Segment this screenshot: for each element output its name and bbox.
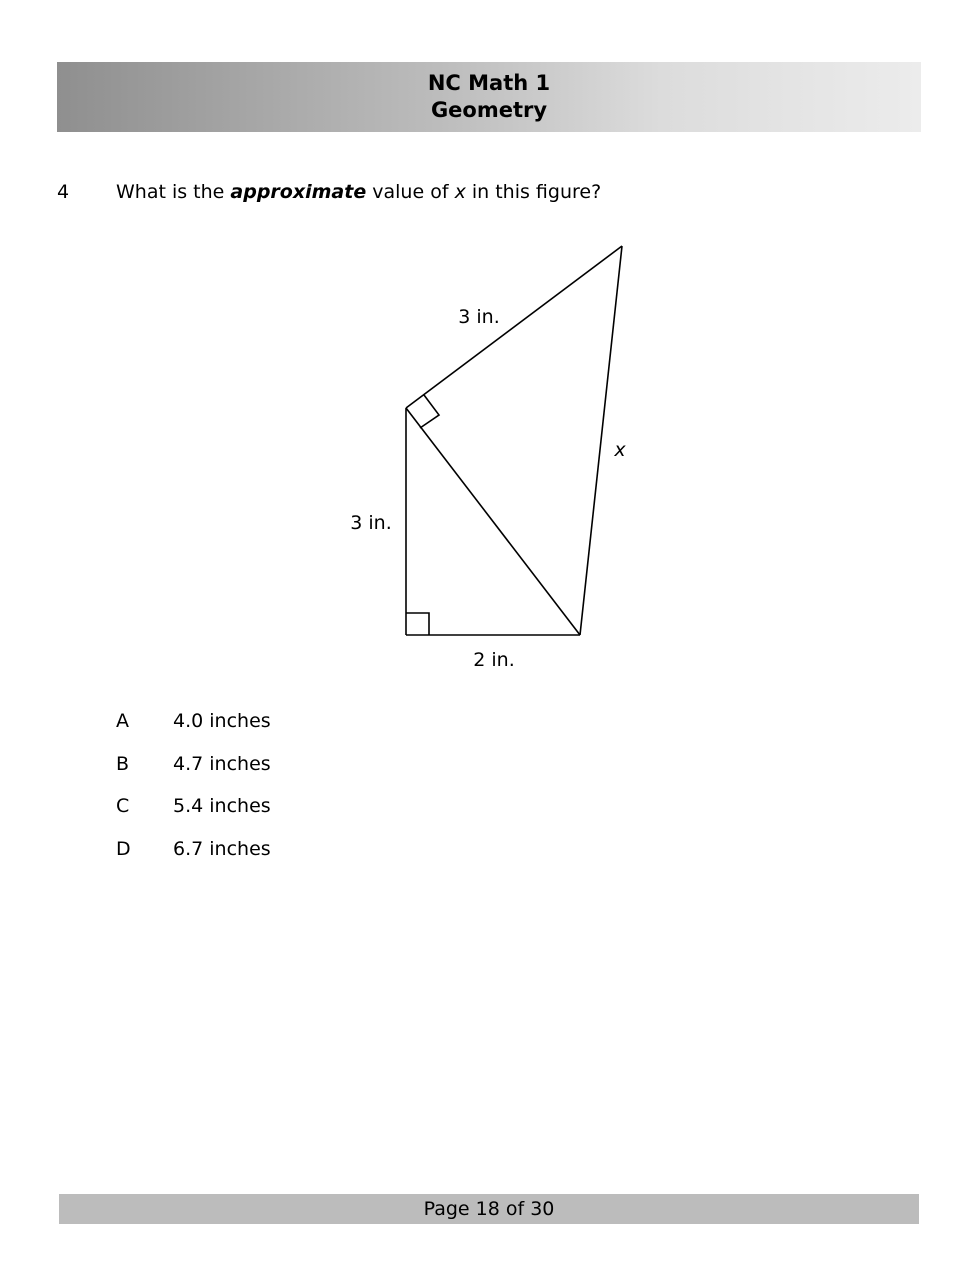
answer-letter: A (116, 710, 129, 732)
answer-letter: B (116, 752, 130, 775)
question-emphasis: approximate (230, 181, 367, 203)
label-left-side: 3 in. (350, 512, 392, 534)
page-footer (59, 1194, 919, 1224)
course-title: NC Math 1 (427, 71, 551, 95)
page-number: Page 18 of 30 (423, 1198, 555, 1220)
answer-text: 4.7 inches (173, 752, 271, 775)
label-x: x (614, 439, 626, 461)
top-leg (406, 246, 622, 408)
label-top-side: 3 in. (458, 306, 500, 328)
label-bottom-side: 2 in. (473, 649, 515, 671)
answer-letter: C (116, 795, 130, 817)
answer-text: 5.4 inches (173, 795, 271, 817)
question-prefix: What is the (116, 181, 231, 203)
right-angle-marker-bottom (406, 613, 429, 635)
answer-letter: D (116, 837, 131, 860)
unit-title: Geometry (430, 98, 548, 122)
question-suffix: in this figure? (465, 181, 602, 203)
answer-text: 4.0 inches (173, 710, 271, 732)
answer-text: 6.7 inches (173, 837, 271, 860)
shared-hypotenuse (406, 408, 580, 635)
question-middle: value of (366, 181, 455, 203)
question-variable: x (454, 181, 466, 203)
right-angle-marker-top (420, 395, 439, 428)
question-number: 4 (57, 181, 70, 203)
